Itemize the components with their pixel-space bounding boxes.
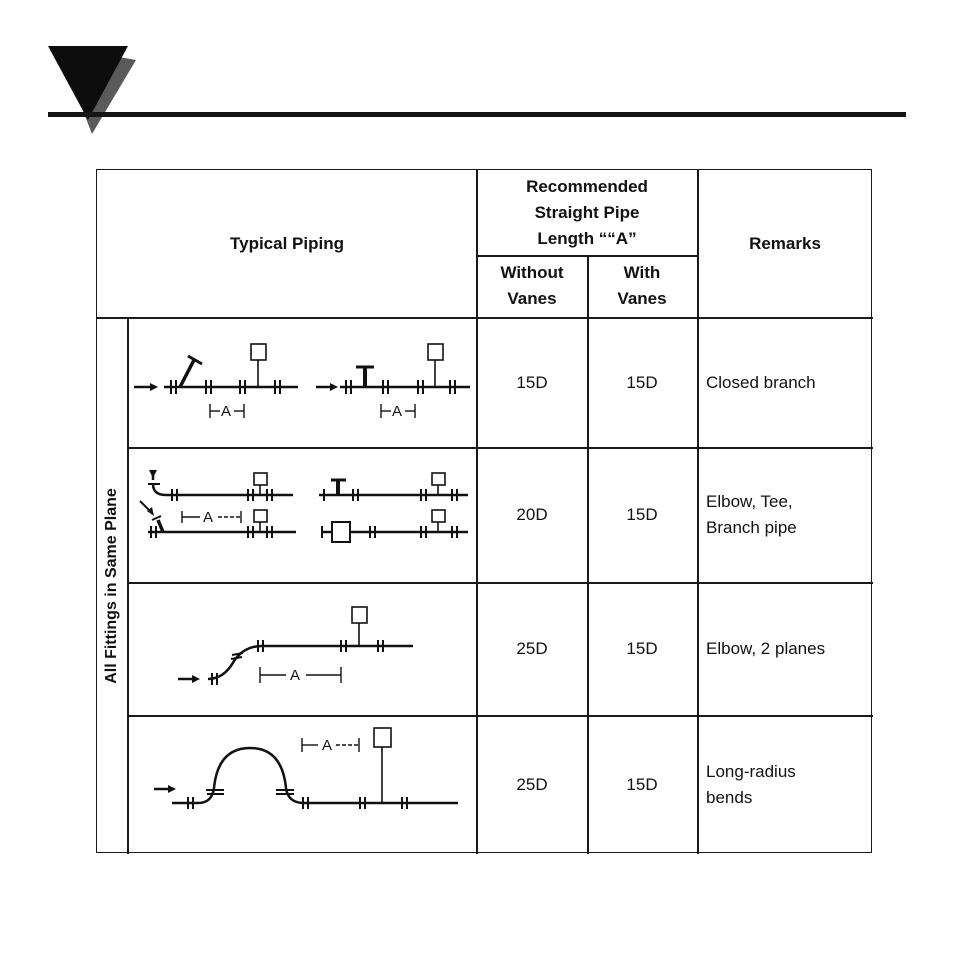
dimension-a-label: A [290,667,301,684]
dimension-a-label: A [221,403,232,420]
header-rule [48,112,906,117]
row3-with-vanes: 15D [626,639,658,658]
long-radius-bends-diagram [128,716,476,854]
row2-remark: Elbow, Tee, Branch pipe [706,492,797,537]
row4-without-vanes: 25D [516,775,548,794]
row1-with-vanes: 15D [626,372,658,392]
row2-with-vanes: 15D [626,505,658,524]
group-label-text: All Fittings in Same Plane [103,488,120,684]
row2-without-vanes: 20D [516,505,548,524]
header-without-vanes: Without Vanes [500,263,564,308]
elbow-tee-branch-diagram [128,448,476,582]
group-label [97,318,127,854]
row4-with-vanes: 15D [626,775,658,794]
header-typical-piping: Typical Piping [230,233,344,253]
header-recommended-length: Recommended Straight Pipe Length ““A” [526,176,648,248]
closed-branch-diagram [128,318,476,447]
dimension-a-label: A [392,403,403,420]
dimension-a-label: A [322,737,333,754]
row1-remark: Closed branch [706,372,816,392]
piping-table [96,169,872,853]
logo-triangle-icon [44,44,144,136]
header-with-vanes: With Vanes [617,263,667,308]
row4-remark: Long-radius bends [706,762,796,807]
dimension-a-label: A [203,509,214,526]
row1-without-vanes: 15D [516,372,548,392]
row3-remark: Elbow, 2 planes [706,639,826,658]
row3-without-vanes: 25D [516,639,548,658]
elbow-two-planes-diagram [128,583,476,715]
header-remarks: Remarks [749,233,821,253]
